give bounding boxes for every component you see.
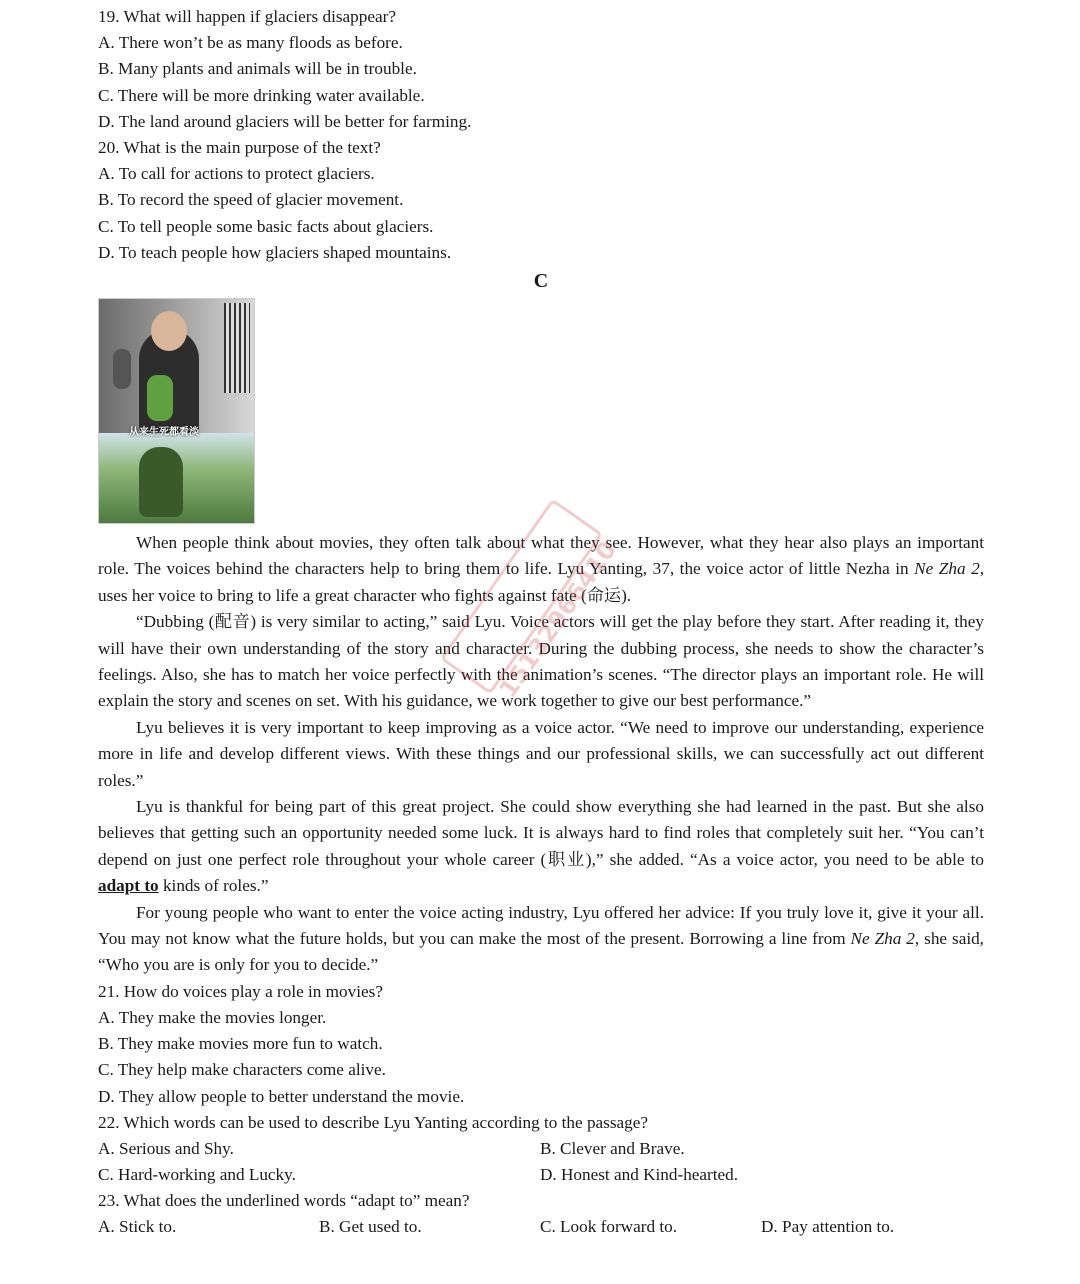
question-19-stem: 19. What will happen if glaciers disappear?: [98, 7, 396, 26]
question-22-option-a: A. Serious and Shy.: [98, 1138, 234, 1158]
question-23-stem: 23. What does the underlined words “adapt to” mean?: [98, 1191, 470, 1211]
question-20-option-b: B. To record the speed of glacier movement.: [98, 190, 404, 210]
question-21-option-a: A. They make the movies longer.: [98, 1007, 327, 1027]
paragraph-5-text-end: , she said, “Who you are is only for you to decide.”: [98, 928, 984, 975]
question-19-option-a: A. There won’t be as many floods as before.: [98, 33, 403, 53]
question-19: [98, 4, 984, 135]
question-21-option-c: C. They help make characters come alive.: [98, 1060, 386, 1080]
question-22-options-row-1: [98, 1136, 984, 1162]
passage-paragraph-3: Lyu believes it is very important to keep improving as a voice actor. “We need to improve our understanding, experience more in life and develop different views. With these things and our professional skills, we can successfully act out different roles.”: [98, 717, 984, 790]
paragraph-1-text: When people think about movies, they often talk about what they see. However, what they hear also plays an important role. The voices behind the characters help to bring them to life. Lyu Yanting, 37, the voice actor of little Nezha in: [98, 532, 984, 579]
question-20-option-d: D. To teach people how glaciers shaped mountains.: [98, 242, 452, 262]
section-title: C: [533, 269, 549, 292]
underlined-phrase: adapt to: [98, 876, 159, 896]
question-20: [98, 135, 984, 266]
passage-photo: [98, 298, 255, 524]
question-22-options-row-2: [98, 1162, 984, 1188]
question-19-option-d: D. The land around glaciers will be better for farming.: [98, 111, 472, 131]
question-22-option-d: D. Honest and Kind-hearted.: [540, 1165, 739, 1185]
passage: [98, 530, 984, 979]
paragraph-4-text: Lyu is thankful for being part of this great project. She could show everything she had learned in the past. But she also believes that getting such an opportunity needed some luck. It is always hard to find roles that completely suit her. “You can’t depend on just one perfect role throughout your whole career (职业),” she added. “As a voice actor, you need to be able to: [98, 796, 984, 869]
passage-paragraph-2: “Dubbing (配音) is very similar to acting,” said Lyu. Voice actors will get the play before they start. After reading it, they will have their own understanding of the story and character. During the dubbing process, she needs to show the character’s feelings. Also, she has to match her voice perfectly with the animation’s scenes. “The director plays an important role. He will explain the story and scenes on set. With his guidance, we work together to give our best performance.”: [98, 612, 984, 711]
photo-actor-head: [151, 311, 187, 351]
movie-title: Ne Zha 2: [914, 559, 980, 579]
question-21-option-b: B. They make movies more fun to watch.: [98, 1034, 383, 1054]
question-22-option-b: B. Clever and Brave.: [540, 1138, 685, 1158]
photo-green-figurine: [147, 375, 173, 421]
question-21: [98, 979, 984, 1110]
question-19-option-b: B. Many plants and animals will be in trouble.: [98, 59, 417, 79]
paragraph-4-text-end: kinds of roles.”: [158, 876, 269, 896]
paragraph-1-text-end: , uses her voice to bring to life a great character who fights against fate (命运).: [98, 559, 984, 605]
question-23-option-d: D. Pay attention to.: [761, 1217, 895, 1237]
question-21-option-d: D. They allow people to better understand the movie.: [98, 1086, 465, 1106]
question-23-option-a: A. Stick to.: [98, 1217, 177, 1237]
photo-acoustic-panel: [224, 303, 250, 393]
question-23-option-b: B. Get used to.: [319, 1217, 422, 1237]
photo-animated-character: [139, 447, 183, 517]
question-20-option-a: A. To call for actions to protect glaciers.: [98, 164, 375, 184]
question-20-stem: 20. What is the main purpose of the text?: [98, 137, 381, 157]
question-23-options: [98, 1214, 984, 1240]
paragraph-5-text: For young people who want to enter the voice acting industry, Lyu offered her advice: If you truly love it, give it your all. You may not know what the future holds, but you can make the most of the present. Borrowing a line from: [98, 902, 984, 948]
movie-title: Ne Zha 2: [850, 928, 915, 948]
exam-page: [98, 4, 984, 1241]
question-23-option-c: C. Look forward to.: [540, 1217, 677, 1237]
question-23: [98, 1188, 984, 1240]
watermark-number: 15132966410: [493, 536, 622, 703]
question-21-stem: 21. How do voices play a role in movies?: [98, 981, 383, 1001]
question-19-option-c: C. There will be more drinking water available.: [98, 85, 425, 105]
question-22: [98, 1110, 984, 1189]
passage-paragraph-5: [98, 900, 984, 979]
passage-paragraph-4: [98, 794, 984, 900]
question-22-option-c: C. Hard-working and Lucky.: [98, 1165, 296, 1185]
photo-subtitle: 从来生死都看淡: [129, 426, 199, 438]
microphone-icon: [113, 349, 131, 389]
passage-paragraph-1: [98, 530, 984, 609]
question-20-option-c: C. To tell people some basic facts about glaciers.: [98, 216, 434, 236]
question-22-stem: 22. Which words can be used to describe Lyu Yanting according to the passage?: [98, 1112, 649, 1132]
